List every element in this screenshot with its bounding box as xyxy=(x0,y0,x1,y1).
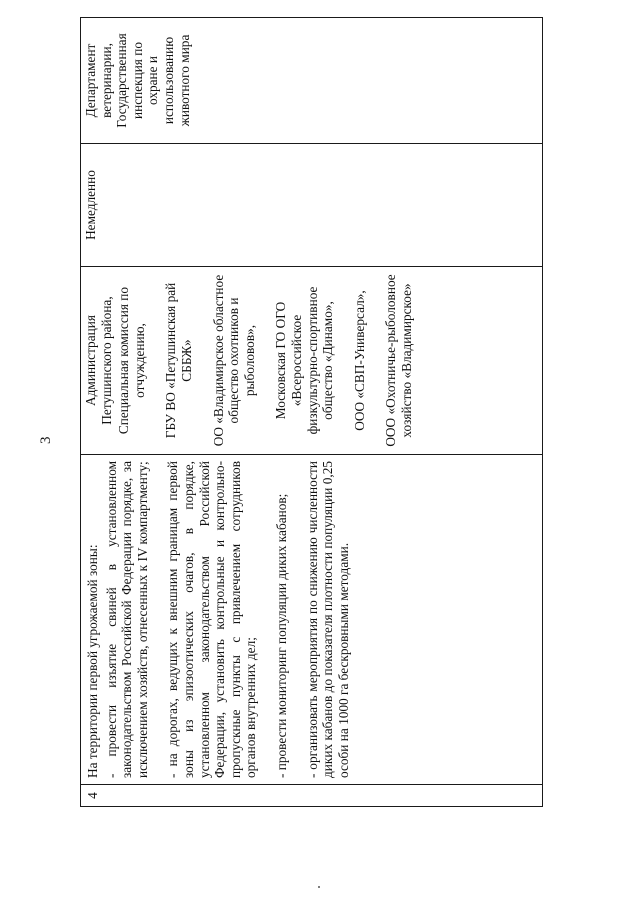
table-row xyxy=(81,18,543,807)
measure-item-checkpoints: - на дорогах, ведущих к внешним границам первой зоны из эпизоотических очагов, в порядке, установленном законодательством Российской Федерации, установить контрольные и контрольно-пропускные пункты с привлечением сотрудников органов внутренних дел; xyxy=(165,461,259,778)
page-number: 3 xyxy=(38,436,54,444)
departments-cell xyxy=(81,18,543,144)
responsible-item: Московская ГО ОГО «Всероссийское физкультурно-спортивное общество «Динамо», xyxy=(273,286,336,435)
term-cell xyxy=(81,144,543,267)
row-number: 4 xyxy=(85,792,100,799)
departments-text: Департамент ветеринарии, Государственная инспекция по охране и использованию животного мира xyxy=(83,33,192,128)
responsible-item: ГБУ ВО «Петушинская рай СББЖ» xyxy=(163,282,194,439)
measures-table xyxy=(80,17,543,807)
measures-cell xyxy=(81,455,543,785)
responsible-item: ОО «Владимирское областное общество охотников и рыболовов», xyxy=(210,274,257,447)
responsible-item: ООО «СВП-Универсал», xyxy=(351,290,367,431)
measure-item-seizure: - провести изъятие свиней в установленном законодательством Российской Федерации порядке, за исключением хозяйств, отнесенных к IV компартменту; xyxy=(103,461,150,778)
rotated-document xyxy=(80,33,543,807)
measure-item-population-reduction: - организовать мероприятия по снижению численности диких кабанов до показателя плотности популяции 0,25 особи на 1000 га бескровными методами. xyxy=(304,461,351,778)
responsible-item: ООО «Охотничье-рыболовное хозяйство «Владимирское» xyxy=(383,274,414,447)
responsible-item: Специальная комиссия по отчуждению, xyxy=(116,286,147,435)
row-number-cell xyxy=(81,785,543,807)
measure-item-monitoring: - провести мониторинг популяции диких кабанов; xyxy=(273,493,289,778)
measures-heading: На территории первой угрожаемой зоны: xyxy=(85,544,100,778)
responsible-cell xyxy=(81,267,543,455)
term-value: Немедленно xyxy=(83,170,98,240)
scan-speck xyxy=(318,886,320,888)
responsible-item: Администрация Петушинского района, xyxy=(83,296,114,425)
